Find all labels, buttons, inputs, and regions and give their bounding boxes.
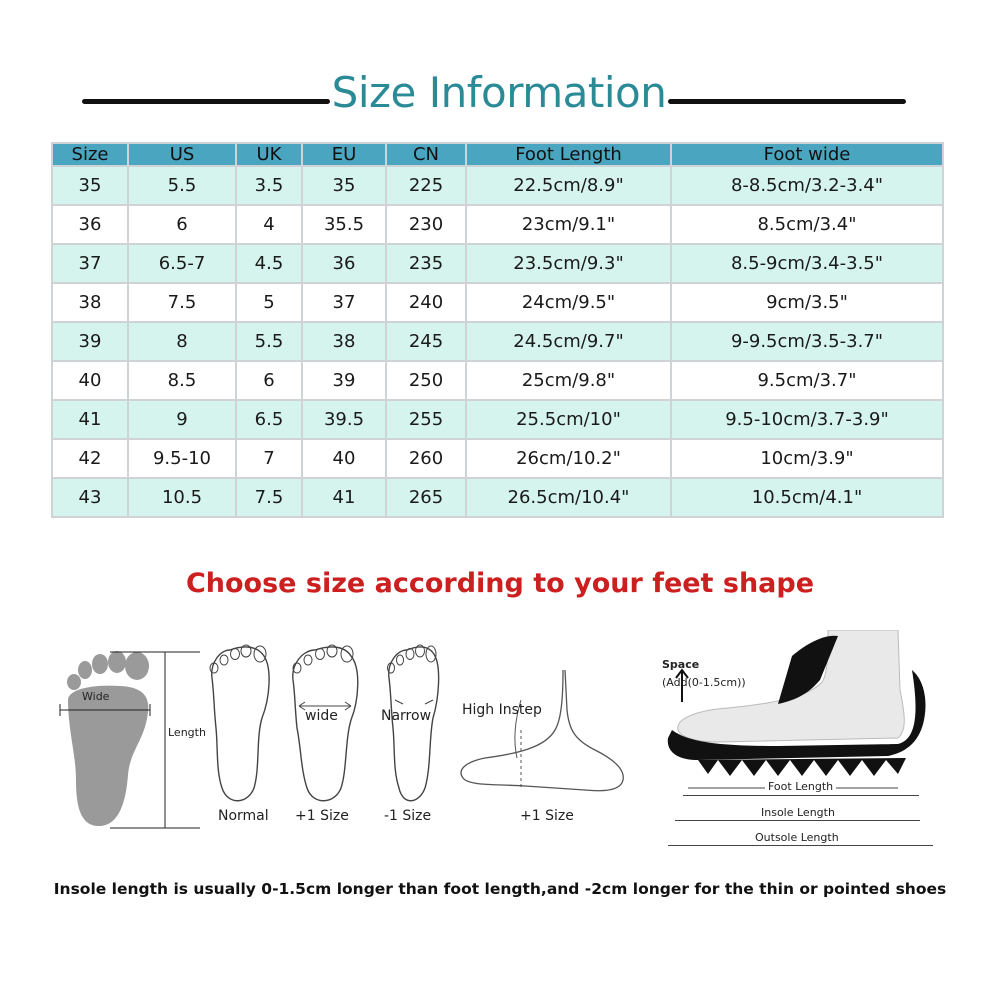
normal-label: Normal [218, 808, 269, 824]
high-instep-label: High Instep [462, 702, 542, 718]
cell-uk: 4.5 [237, 245, 301, 282]
cell-size: 38 [53, 284, 127, 321]
title-rule-left [82, 99, 330, 104]
cell-cn: 250 [387, 362, 465, 399]
wide-label: Wide [82, 690, 110, 703]
cell-eu: 35 [303, 167, 385, 204]
cell-foot-length: 25cm/9.8" [467, 362, 670, 399]
title-section [0, 68, 1000, 128]
table-row [53, 167, 942, 204]
cell-us: 9.5-10 [129, 440, 235, 477]
foot-shape-illustrations [0, 630, 1000, 870]
cell-cn: 265 [387, 479, 465, 516]
cell-uk: 6 [237, 362, 301, 399]
cell-size: 39 [53, 323, 127, 360]
wide-foot-label: wide [305, 708, 338, 724]
size-table [51, 142, 944, 518]
table-row [53, 479, 942, 516]
cell-eu: 41 [303, 479, 385, 516]
cell-foot-wide: 9.5-10cm/3.7-3.9" [672, 401, 942, 438]
cell-size: 40 [53, 362, 127, 399]
header-uk: UK [237, 144, 301, 165]
header-size: Size [53, 144, 127, 165]
cell-size: 43 [53, 479, 127, 516]
cell-cn: 260 [387, 440, 465, 477]
cell-foot-length: 26.5cm/10.4" [467, 479, 670, 516]
outsole-length-label: Outsole Length [752, 831, 842, 844]
high-instep-icon [455, 670, 635, 810]
cell-us: 6 [129, 206, 235, 243]
cell-eu: 35.5 [303, 206, 385, 243]
outsole-length-rule [668, 845, 933, 846]
foot-length-rule [683, 795, 919, 796]
header-eu: EU [303, 144, 385, 165]
choose-size-heading: Choose size according to your feet shape [185, 568, 815, 599]
space-label: Space [662, 658, 700, 671]
narrow-label: Narrow [381, 708, 432, 724]
cell-cn: 240 [387, 284, 465, 321]
page-title: Size Information [331, 68, 667, 117]
cell-us: 10.5 [129, 479, 235, 516]
cell-us: 8 [129, 323, 235, 360]
cell-size: 36 [53, 206, 127, 243]
cell-us: 9 [129, 401, 235, 438]
cell-foot-length: 25.5cm/10" [467, 401, 670, 438]
header-cn: CN [387, 144, 465, 165]
cell-cn: 230 [387, 206, 465, 243]
table-row [53, 284, 942, 321]
cell-foot-wide: 9cm/3.5" [672, 284, 942, 321]
cell-foot-wide: 8-8.5cm/3.2-3.4" [672, 167, 942, 204]
cell-size: 35 [53, 167, 127, 204]
cell-foot-length: 26cm/10.2" [467, 440, 670, 477]
table-row [53, 401, 942, 438]
cell-cn: 225 [387, 167, 465, 204]
cell-eu: 39.5 [303, 401, 385, 438]
cell-us: 5.5 [129, 167, 235, 204]
cell-foot-wide: 8.5cm/3.4" [672, 206, 942, 243]
cell-us: 7.5 [129, 284, 235, 321]
cell-foot-length: 22.5cm/8.9" [467, 167, 670, 204]
high-instep-size-label: +1 Size [520, 808, 574, 824]
cell-eu: 36 [303, 245, 385, 282]
cell-cn: 245 [387, 323, 465, 360]
cell-uk: 5.5 [237, 323, 301, 360]
cell-uk: 3.5 [237, 167, 301, 204]
insole-length-label: Insole Length [758, 806, 838, 819]
cell-eu: 37 [303, 284, 385, 321]
cell-us: 8.5 [129, 362, 235, 399]
cell-uk: 7.5 [237, 479, 301, 516]
space-add-label: (Add(0-1.5cm)) [662, 676, 746, 689]
cell-eu: 40 [303, 440, 385, 477]
cell-foot-wide: 9.5cm/3.7" [672, 362, 942, 399]
foot-length-label: Foot Length [765, 780, 836, 793]
cell-size: 37 [53, 245, 127, 282]
cell-uk: 5 [237, 284, 301, 321]
table-row [53, 245, 942, 282]
table-row [53, 206, 942, 243]
cell-eu: 38 [303, 323, 385, 360]
cell-foot-wide: 10.5cm/4.1" [672, 479, 942, 516]
cell-us: 6.5-7 [129, 245, 235, 282]
title-rule-right [668, 99, 906, 104]
cell-foot-wide: 9-9.5cm/3.5-3.7" [672, 323, 942, 360]
header-foot-wide: Foot wide [672, 144, 942, 165]
table-row [53, 323, 942, 360]
cell-eu: 39 [303, 362, 385, 399]
normal-foot-icon [200, 638, 280, 808]
cell-foot-wide: 10cm/3.9" [672, 440, 942, 477]
length-label: Length [168, 726, 206, 739]
header-foot-length: Foot Length [467, 144, 670, 165]
cell-uk: 4 [237, 206, 301, 243]
shoe-cross-section-icon [658, 630, 948, 795]
cell-cn: 255 [387, 401, 465, 438]
cell-foot-length: 24.5cm/9.7" [467, 323, 670, 360]
insole-length-rule [675, 820, 920, 821]
table-row [53, 362, 942, 399]
cell-size: 42 [53, 440, 127, 477]
wide-size-label: +1 Size [295, 808, 349, 824]
cell-foot-wide: 8.5-9cm/3.4-3.5" [672, 245, 942, 282]
table-header-row [53, 144, 942, 165]
cell-cn: 235 [387, 245, 465, 282]
table-row [53, 440, 942, 477]
header-us: US [129, 144, 235, 165]
cell-foot-length: 23cm/9.1" [467, 206, 670, 243]
cell-foot-length: 24cm/9.5" [467, 284, 670, 321]
cell-uk: 6.5 [237, 401, 301, 438]
cell-size: 41 [53, 401, 127, 438]
insole-note: Insole length is usually 0-1.5cm longer than foot length,and -2cm longer for the thin or pointed shoes [53, 880, 947, 898]
cell-uk: 7 [237, 440, 301, 477]
cell-foot-length: 23.5cm/9.3" [467, 245, 670, 282]
narrow-size-label: -1 Size [384, 808, 432, 824]
